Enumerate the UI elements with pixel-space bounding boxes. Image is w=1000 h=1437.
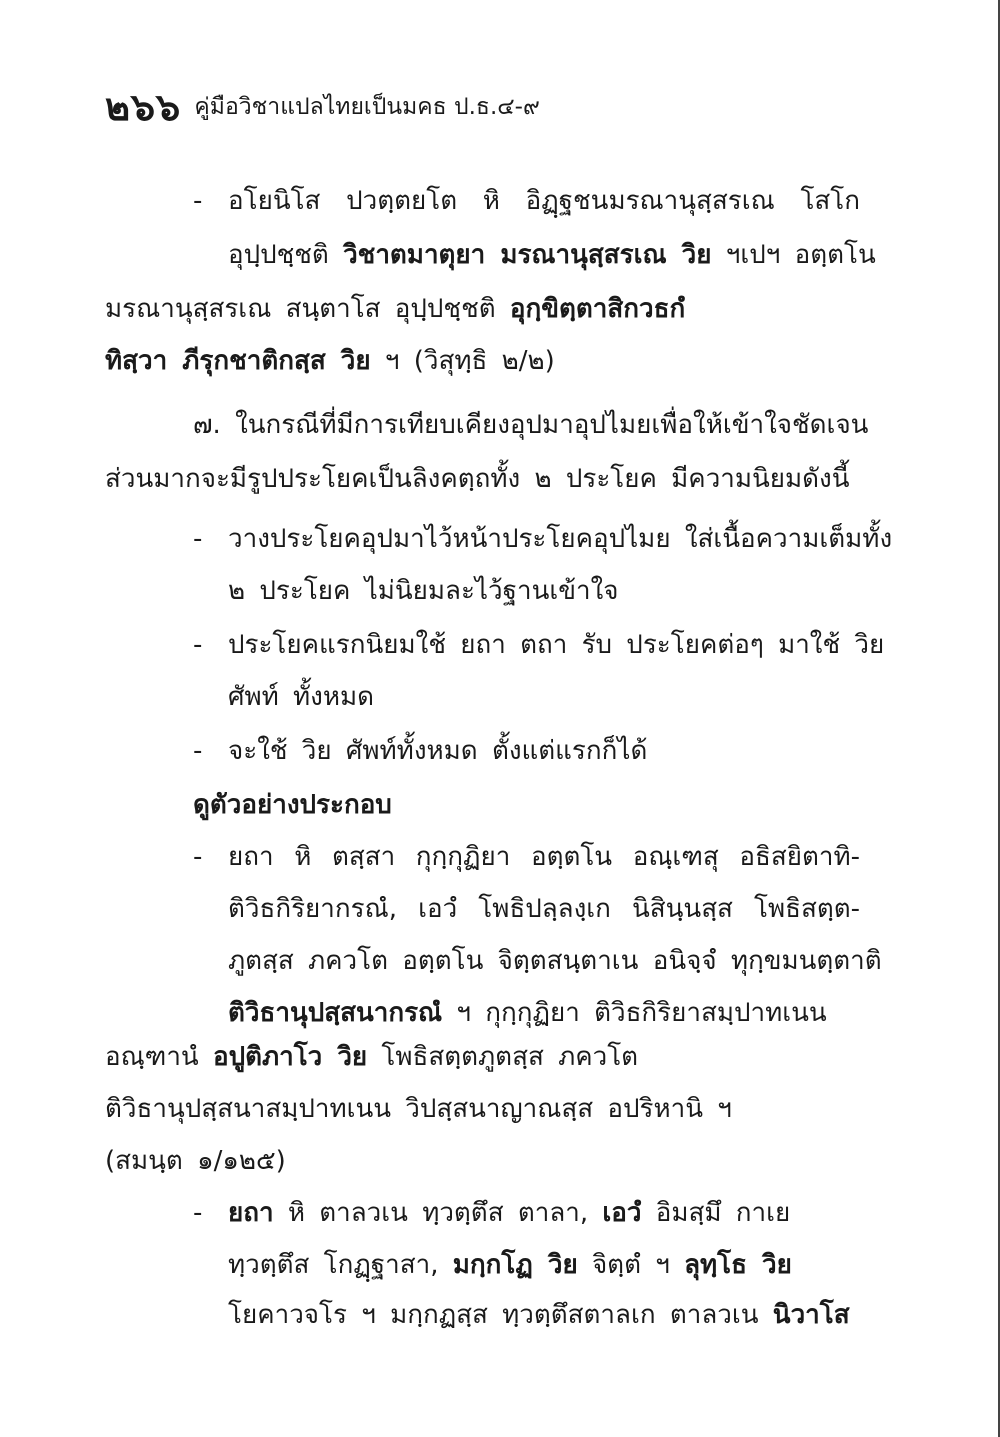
text-line: อุปฺปชฺชติ วิชาตมาตุยา มรณานุสฺสรเณ วิย ฯเปฯ อตฺตโน: [228, 240, 876, 270]
example-line: ติวิธานุปสฺสนาสมฺปาทเนน วิปสฺสนาญาณสฺส อปริหานิ ฯ: [105, 1094, 732, 1124]
rule-line: วางประโยคอุปมาไว้หน้าประโยคอุปไมย ใส่เนื้อความเต็มทั้ง: [228, 524, 893, 554]
rule-line: จะใช้ วิย ศัพท์ทั้งหมด ตั้งแต่แรกก็ได้: [228, 736, 648, 766]
bullet-dash: -: [193, 630, 203, 660]
text-line: มรณานุสฺสรเณ สนฺตาโส อุปฺปชฺชติ อุกฺขิตฺตาสิกวธกํ: [105, 294, 686, 324]
bullet-dash: -: [193, 842, 203, 872]
example-line: โยคาวจโร ฯ มกฺกฏสฺส ทฺวตฺตึสตาลเก ตาลวเน นิวาโส: [228, 1300, 850, 1330]
example-line: ภูตสฺส ภควโต อตฺตโน จิตฺตสนฺตาเน อนิจฺจํ ทุกฺขมนตฺตาติ: [228, 946, 882, 976]
example-heading: ดูตัวอย่างประกอบ: [193, 790, 392, 820]
example-line: อณฺฑานํ อปูติภาโว วิย โพธิสตฺตภูตสฺส ภควโต: [105, 1042, 639, 1072]
text-line: ทิสฺวา ภีรุกชาติกสฺส วิย ฯ (วิสุทฺธิ ๒/๒): [105, 346, 555, 376]
text-line: อโยนิโส ปวตฺตยโต หิ อิฏฺฐชนมรณานุสฺสรเณ โสโก: [228, 186, 860, 216]
paragraph-7-line: ๗. ในกรณีที่มีการเทียบเคียงอุปมาอุปไมยเพื่อให้เข้าใจชัดเจน: [193, 410, 869, 440]
paragraph-7-line: ส่วนมากจะมีรูปประโยคเป็นลิงคตฺถทั้ง ๒ ประโยค มีความนิยมดังนี้: [105, 464, 850, 494]
bullet-dash: -: [193, 1198, 203, 1228]
bullet-dash: -: [193, 186, 203, 216]
example-line: ทฺวตฺตึส โกฏฺฐาสา, มกฺกโฏ วิย จิตฺตํ ฯ ลุทฺโธ วิย: [228, 1250, 792, 1280]
rule-line: ๒ ประโยค ไม่นิยมละไว้ฐานเข้าใจ: [228, 576, 619, 606]
page-header: [105, 76, 540, 137]
running-title: คู่มือวิชาแปลไทยเป็นมคธ ป.ธ.๔-๙: [194, 93, 540, 120]
citation: (สมนฺต ๑/๑๒๕): [105, 1146, 286, 1176]
page-number: ๒๖๖: [105, 85, 182, 129]
example-line: ยถา หิ ตสฺสา กุกฺกุฏิยา อตฺตโน อณฺเฑสุ อธิสยิตาทิ-: [228, 842, 860, 872]
example-line: ยถา หิ ตาลวเน ทฺวตฺตึส ตาลา, เอวํ อิมสฺมึ กาเย: [228, 1198, 791, 1228]
rule-line: ประโยคแรกนิยมใช้ ยถา ตถา รับ ประโยคต่อๆ มาใช้ วิย: [228, 630, 885, 660]
rule-line: ศัพท์ ทั้งหมด: [228, 682, 375, 712]
example-line: ติวิธานุปสฺสนากรณํ ฯ กุกฺกุฏิยา ติวิธกิริยาสมฺปาทเนน: [228, 998, 827, 1028]
bullet-dash: -: [193, 736, 203, 766]
bullet-dash: -: [193, 524, 203, 554]
example-line: ติวิธกิริยากรณํ, เอวํ โพธิปลฺลงฺเก นิสินฺนสฺส โพธิสตฺต-: [228, 894, 860, 924]
